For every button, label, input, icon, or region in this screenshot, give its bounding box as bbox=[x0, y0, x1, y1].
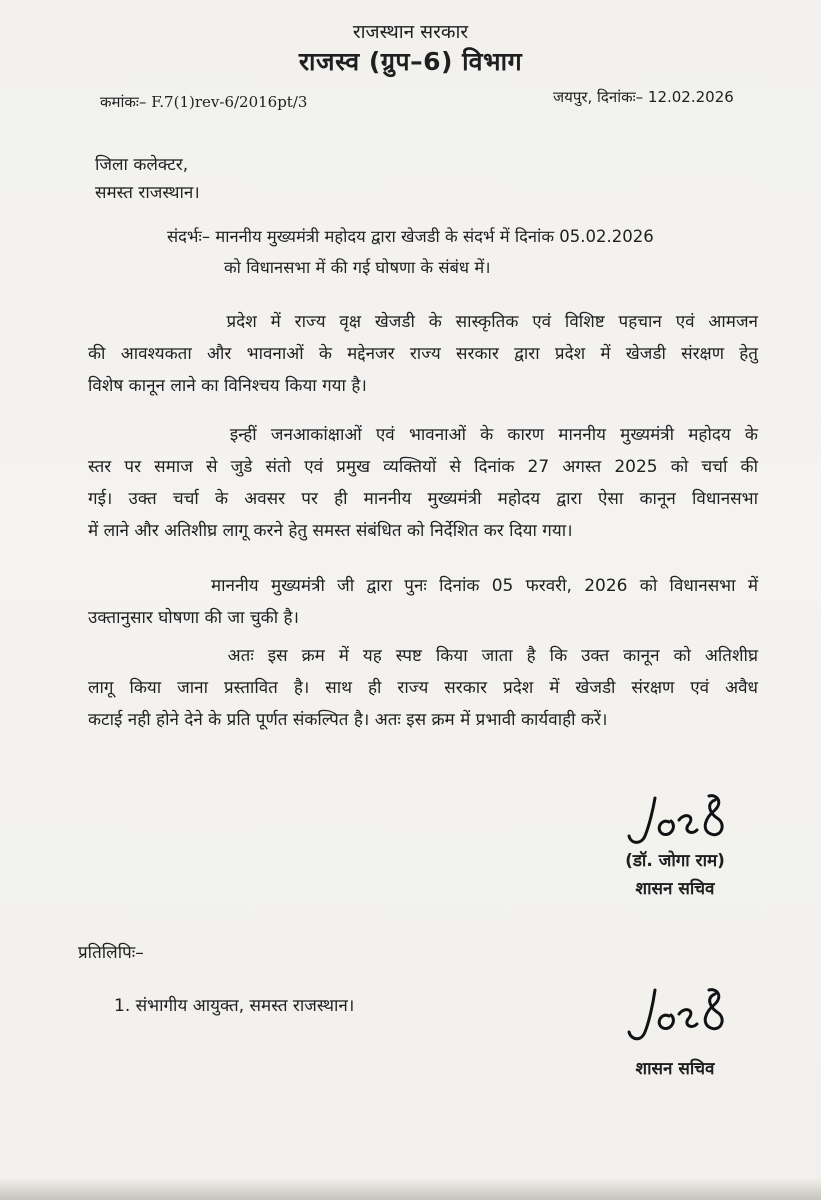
paragraph-line: इन्हीं जनआकांक्षाओं एवं भावनाओं के कारण माननीय मुख्यमंत्री महोदय के bbox=[88, 425, 758, 445]
paragraph-line: उक्तानुसार घोषणा की जा चुकी है। bbox=[88, 608, 299, 628]
signatory-designation: शासन सचिव bbox=[635, 879, 715, 899]
paragraph-line: प्रदेश में राज्य वृक्ष खेजडी के सास्कृतिक एवं विशिष्ट पहचान एवं आमजन bbox=[88, 312, 758, 332]
addressee-line-2: समस्त राजस्थान। bbox=[95, 183, 200, 203]
handwritten-signature bbox=[615, 980, 745, 1054]
dateline: जयपुर, दिनांकः– 12.02.2026 bbox=[553, 88, 734, 106]
body-paragraph-4 bbox=[88, 640, 758, 736]
signature-scribble bbox=[625, 980, 735, 1050]
paragraph-line: कटाई नही होने देने के प्रति पूर्णत संकल्पित है। अतः इस क्रम में प्रभावी कार्यवाही करें। bbox=[88, 710, 608, 730]
copy-signatory-designation: शासन सचिव bbox=[635, 1059, 715, 1079]
paragraph-line: गई। उक्त चर्चा के अवसर पर ही माननीय मुख्यमंत्री महोदय द्वारा ऐसा कानून विधानसभा bbox=[88, 489, 758, 509]
reference-number bbox=[100, 92, 307, 112]
paragraph-line: विशेष कानून लाने का विनिश्चय किया गया है। bbox=[88, 376, 367, 396]
paragraph-line: की आवश्यकता और भावनाओं के मद्देनजर राज्य सरकार द्वारा प्रदेश में खेजडी संरक्षण हेतु bbox=[88, 344, 758, 364]
body-paragraph-1 bbox=[88, 306, 758, 402]
signatory-name: (डॉ. जोगा राम) bbox=[625, 851, 725, 871]
government-heading: राजस्थान सरकार bbox=[352, 21, 469, 43]
paragraph-line: लागू किया जाना प्रस्तावित है। साथ ही राज्य सरकार प्रदेश में खेजडी संरक्षण एवं अवैध bbox=[88, 678, 758, 698]
body-paragraph-2 bbox=[88, 419, 758, 547]
paragraph-line: में लाने और अतिशीघ्र लागू करने हेतु समस्त संबंधित को निर्देशित कर दिया गया। bbox=[88, 521, 573, 541]
copy-heading: प्रतिलिपिः– bbox=[78, 943, 144, 963]
subject-line-1: संदर्भः– माननीय मुख्यमंत्री महोदय द्वारा खेजडी के संदर्भ में दिनांक 05.02.2026 bbox=[167, 227, 654, 246]
paragraph-line: स्तर पर समाज से जुडे संतो एवं प्रमुख व्यक्तियों से दिनांक 27 अगस्त 2025 को चर्चा की bbox=[88, 457, 758, 477]
paragraph-line: अतः इस क्रम में यह स्पष्ट किया जाता है कि उक्त कानून को अतिशीघ्र bbox=[88, 646, 758, 666]
handwritten-signature bbox=[615, 790, 745, 856]
signature-scribble bbox=[625, 790, 735, 852]
paragraph-line: माननीय मुख्यमंत्री जी द्वारा पुनः दिनांक 05 फरवरी, 2026 को विधानसभा में bbox=[88, 576, 758, 596]
copy-list-item: 1. संभागीय आयुक्त, समस्त राजस्थान। bbox=[114, 996, 355, 1016]
reference-value: F.7(1)rev-6/2016pt/3 bbox=[151, 93, 308, 111]
addressee-line-1: जिला कलेक्टर, bbox=[95, 155, 189, 175]
body-paragraph-3 bbox=[88, 570, 758, 634]
reference-label: कमांकः– bbox=[100, 93, 147, 111]
department-heading: राजस्व (ग्रुप–6) विभाग bbox=[298, 47, 523, 76]
subject-line-2: को विधानसभा में की गई घोषणा के संबंध में। bbox=[224, 258, 491, 277]
